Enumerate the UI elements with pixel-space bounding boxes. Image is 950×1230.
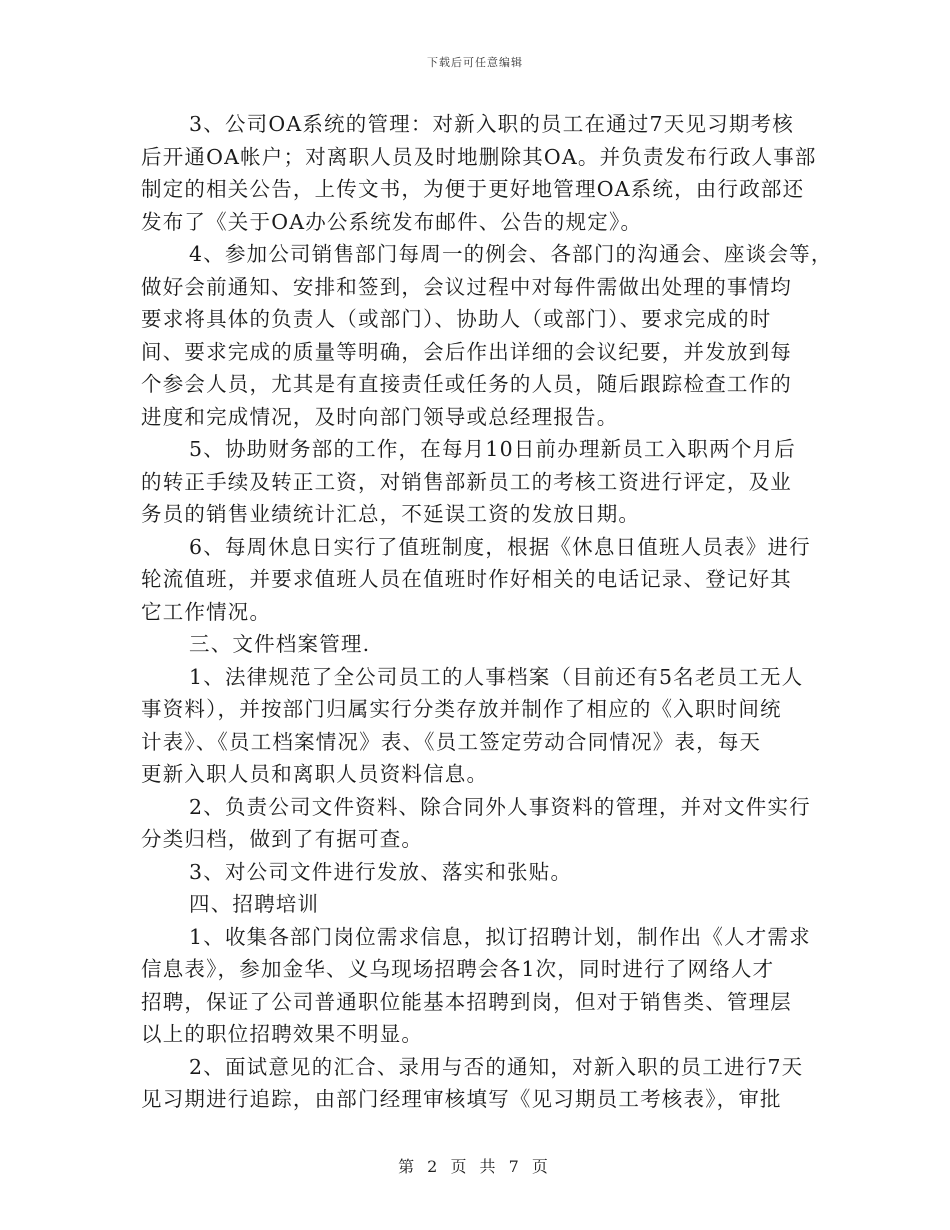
text-line: 后开通OA帐户；对离职人员及时地删除其OA。并负责发布行政人事部 — [141, 144, 817, 169]
text-line: 1、收集各部门岗位需求信息，拟订招聘计划，制作出《人才需求 — [189, 924, 811, 949]
section-heading: 三、文件档案管理. — [189, 632, 371, 656]
text-line: 2、面试意见的汇合、录用与否的通知，对新入职的员工进行7天 — [189, 1054, 804, 1079]
text-line: 进度和完成情况，及时向部门领导或总经理报告。 — [141, 404, 619, 429]
text-line: 信息表》，参加金华、义乌现场招聘会各1次，同时进行了网络人才 — [141, 957, 775, 981]
text-line: 2、负责公司文件资料、除合同外人事资料的管理，并对文件实行 — [189, 794, 811, 819]
text-line: 发布了《关于OA办公系统发布邮件、公告的规定》。 — [141, 209, 643, 234]
text-line: 事资料），并按部门归属实行分类存放并制作了相应的《入职时间统 — [141, 697, 782, 721]
page-number: 第 2 页 共 7 页 — [398, 1157, 552, 1176]
text-line: 计表》、《员工档案情况》表、《员工签定劳动合同情况》表，每天 — [141, 729, 762, 754]
text-line: 4、参加公司销售部门每周一的例会、各部门的沟通会、座谈会等， — [189, 242, 833, 266]
text-line: 3、公司OA系统的管理：对新入职的员工在通过7天见习期考核 — [189, 112, 794, 136]
text-line: 务员的销售业绩统计汇总，不延误工资的发放日期。 — [141, 502, 641, 526]
text-line: 招聘，保证了公司普通职位能基本招聘到岗，但对于销售类、管理层 — [141, 989, 792, 1014]
text-line: 轮流值班，并要求值班人员在值班时作好相关的电话记录、登记好其 — [141, 567, 792, 591]
section-heading: 四、招聘培训 — [189, 892, 320, 916]
text-line: 3、对公司文件进行发放、落实和张贴。 — [189, 859, 573, 884]
text-line: 5、协助财务部的工作，在每月10日前办理新员工入职两个月后 — [189, 437, 796, 461]
text-line: 做好会前通知、安排和签到，会议过程中对每件需做出处理的事情均 — [141, 274, 792, 299]
text-line: 见习期进行追踪，由部门经理审核填写《见习期员工考核表》，审批 — [141, 1087, 782, 1111]
text-line: 个参会人员，尤其是有直接责任或任务的人员，随后跟踪检查工作的 — [141, 372, 792, 396]
text-line: 6、每周休息日实行了值班制度，根据《休息日值班人员表》进行 — [189, 534, 811, 559]
text-line: 的转正手续及转正工资，对销售部新员工的考核工资进行评定，及业 — [141, 469, 792, 494]
text-line: 要求将具体的负责人（或部门）、协助人（或部门）、要求完成的时 — [141, 307, 772, 331]
text-line: 以上的职位招聘效果不明显。 — [141, 1022, 424, 1046]
text-line: 间、要求完成的质量等明确，会后作出详细的会议纪要，并发放到每 — [141, 339, 792, 364]
document-body — [141, 108, 833, 1116]
text-line: 1、法律规范了全公司员工的人事档案（目前还有5名老员工无人 — [189, 664, 804, 689]
text-line: 制定的相关公告，上传文书，为便于更好地管理OA系统，由行政部还 — [141, 177, 805, 201]
text-line: 更新入职人员和离职人员资料信息。 — [141, 762, 489, 786]
text-line: 分类归档，做到了有据可查。 — [141, 827, 424, 851]
page-header: 下载后可任意编辑 — [427, 56, 523, 69]
text-line: 它工作情况。 — [141, 599, 272, 624]
